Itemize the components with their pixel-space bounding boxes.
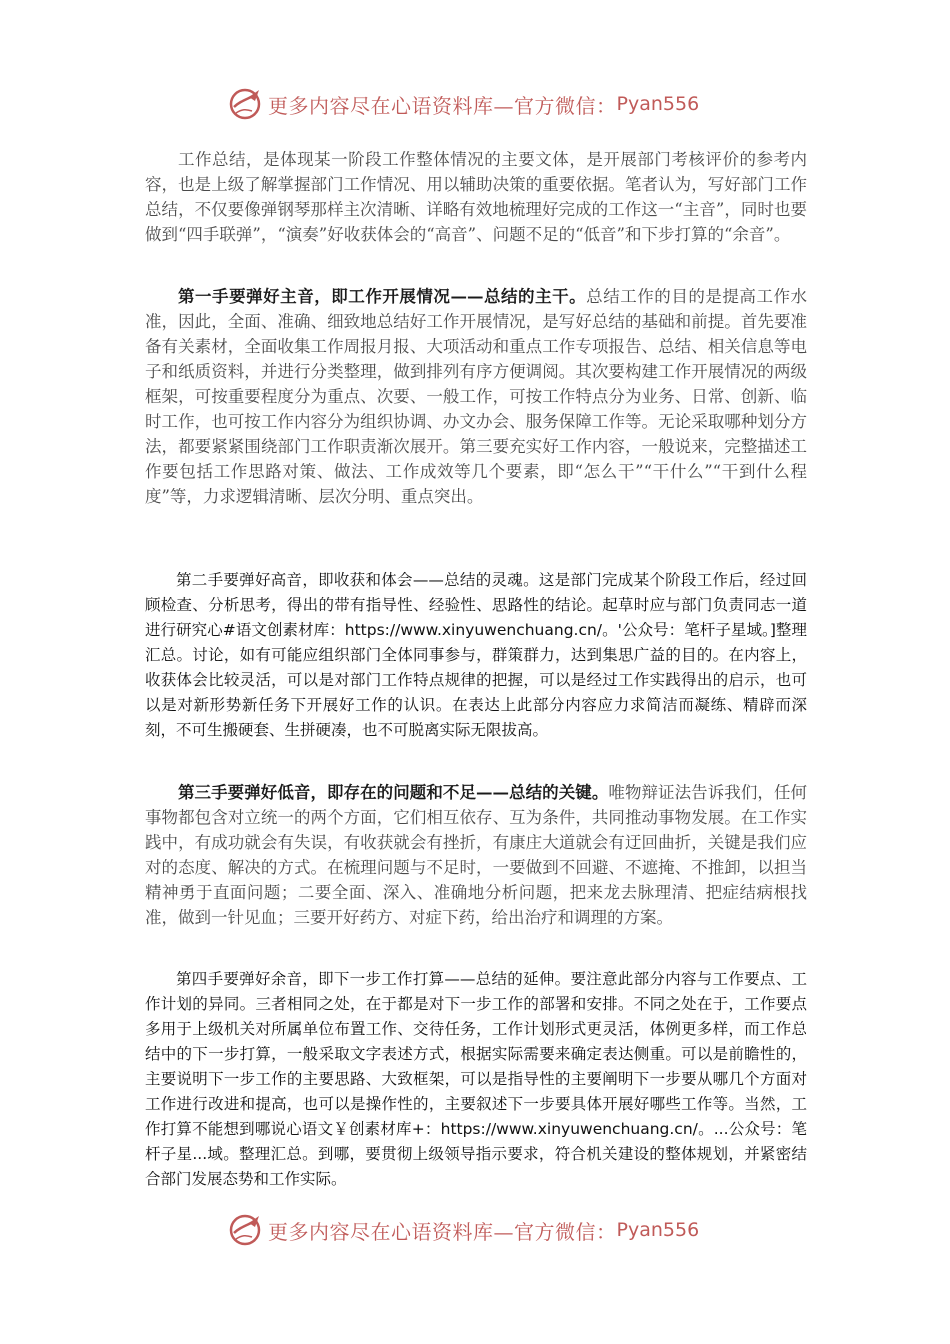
paragraph-fourth-hand [145, 967, 807, 1192]
banner-text: 更多内容尽在心语资料库—官方微信： [268, 1219, 617, 1244]
paragraph-text: 工作总结，是体现某一阶段工作整体情况的主要文体，是开展部门考核评价的参考内容，也是上级了解掌握部门工作情况、用以辅助决策的重要依据。笔者认为，写好部门工作总结，不仅要像弹钢琴那样主次清晰、详略有效地梳理好完成的工作这一“主音”，同时也要做到“四手联弹”，“演奏”好收获体会的“高音”、问题不足的“低音”和下步打算的“余音”。 [145, 150, 807, 244]
paragraph-text: 第四手要弹好余音，即下一步工作打算——总结的延伸。要注意此部分内容与工作要点、工作计划的异同。三者相同之处，在于都是对下一步工作的部署和安排。不同之处在于，工作要点多用于上级机关对所属单位布置工作、交待任务，工作计划形式更灵活，体例更多样，而工作总结中的下一步打算，一般采取文字表述方式，根据实际需要来确定表达侧重。可以是前瞻性的，主要说明下一步工作的主要思路、大致框架，可以是指导性的主要阐明下一步要从哪几个方面对工作进行改进和提高，也可以是操作性的，主要叙述下一步要具体开展好哪些工作等。当然，工作打算不能想到哪说心语文￥创素材库+：https://www.xinyuwenchuang.cn/。...公众号：笔杆子星...域。整理汇总。到哪，要贯彻上级领导指示要求，符合机关建设的整体规划，并紧密结合部门发展态势和工作实际。 [145, 970, 807, 1188]
paragraph-first-hand [145, 284, 807, 509]
header-banner [228, 86, 728, 122]
paragraph-text: 总结工作的目的是提高工作水准，因此，全面、准确、细致地总结好工作开展情况，是写好总结的基础和前提。首先要准备有关素材，全面收集工作周报月报、大项活动和重点工作专项报告、总结、相关信息等电子和纸质资料，并进行分类整理，做到排列有序方便调阅。其次要构建工作开展情况的两级框架，可按重要程度分为重点、次要、一般工作，可按工作特点分为业务、日常、创新、临时工作，也可按工作内容分为组织协调、办文办会、服务保障工作等。无论采取哪种划分方法，都要紧紧围绕部门工作职责渐次展开。第三要充实好工作内容，一般说来，完整描述工作要包括工作思路对策、做法、工作成效等几个要素，即“怎么干”“干什么”“干到什么程度”等，力求逻辑清晰、层次分明、重点突出。 [145, 287, 808, 506]
paragraph-text: 第二手要弹好高音，即收获和体会——总结的灵魂。这是部门完成某个阶段工作后，经过回顾检查、分析思考，得出的带有指导性、经验性、思路性的结论。起草时应与部门负责同志一道进行研究心#语文创素材库：https://www.xinyuwenchuang.cn/。'公众号：笔杆子星域。]整理汇总。讨论，如有可能应组织部门全体同事参与，群策群力，达到集思广益的目的。在内容上，收获体会比较灵活，可以是对部门工作特点规律的把握，可以是经过工作实践得出的启示，也可以是对新形势新任务下开展好工作的认识。在表达上此部分内容应力求简洁而凝练、精辟而深刻，不可生搬硬套、生拼硬凑，也不可脱离实际无限拔高。 [145, 571, 807, 739]
paragraph-second-hand [145, 568, 807, 743]
paragraph-body [145, 284, 807, 509]
paragraph-lead: 第三手要弹好低音，即存在的问题和不足——总结的关键。 [178, 783, 609, 802]
pen-logo-icon [228, 1213, 262, 1247]
footer-banner [228, 1212, 728, 1248]
paragraph-third-hand [145, 780, 807, 930]
paragraph-lead: 第一手要弹好主音，即工作开展情况——总结的主干。 [178, 287, 587, 306]
paragraph-body [145, 780, 807, 930]
pen-logo-icon [228, 87, 262, 121]
wechat-id: Pyan556 [616, 93, 700, 115]
paragraph-text: 唯物辩证法告诉我们，任何事物都包含对立统一的两个方面，它们相互依存、互为条件，共同推动事物发展。在工作实践中，有成功就会有失误，有收获就会有挫折，有康庄大道就会有迂回曲折，关键是我们应对的态度、解决的方式。在梳理问题与不足时，一要做到不回避、不遮掩、不推卸，以担当精神勇于直面问题；二要全面、深入、准确地分析问题，把来龙去脉理清、把症结病根找准，做到一针见血；三要开好药方、对症下药，给出治疗和调理的方案。 [145, 783, 808, 927]
wechat-id: Pyan556 [616, 1219, 700, 1241]
banner-text: 更多内容尽在心语资料库—官方微信： [268, 93, 617, 118]
paragraph-intro [145, 147, 807, 247]
